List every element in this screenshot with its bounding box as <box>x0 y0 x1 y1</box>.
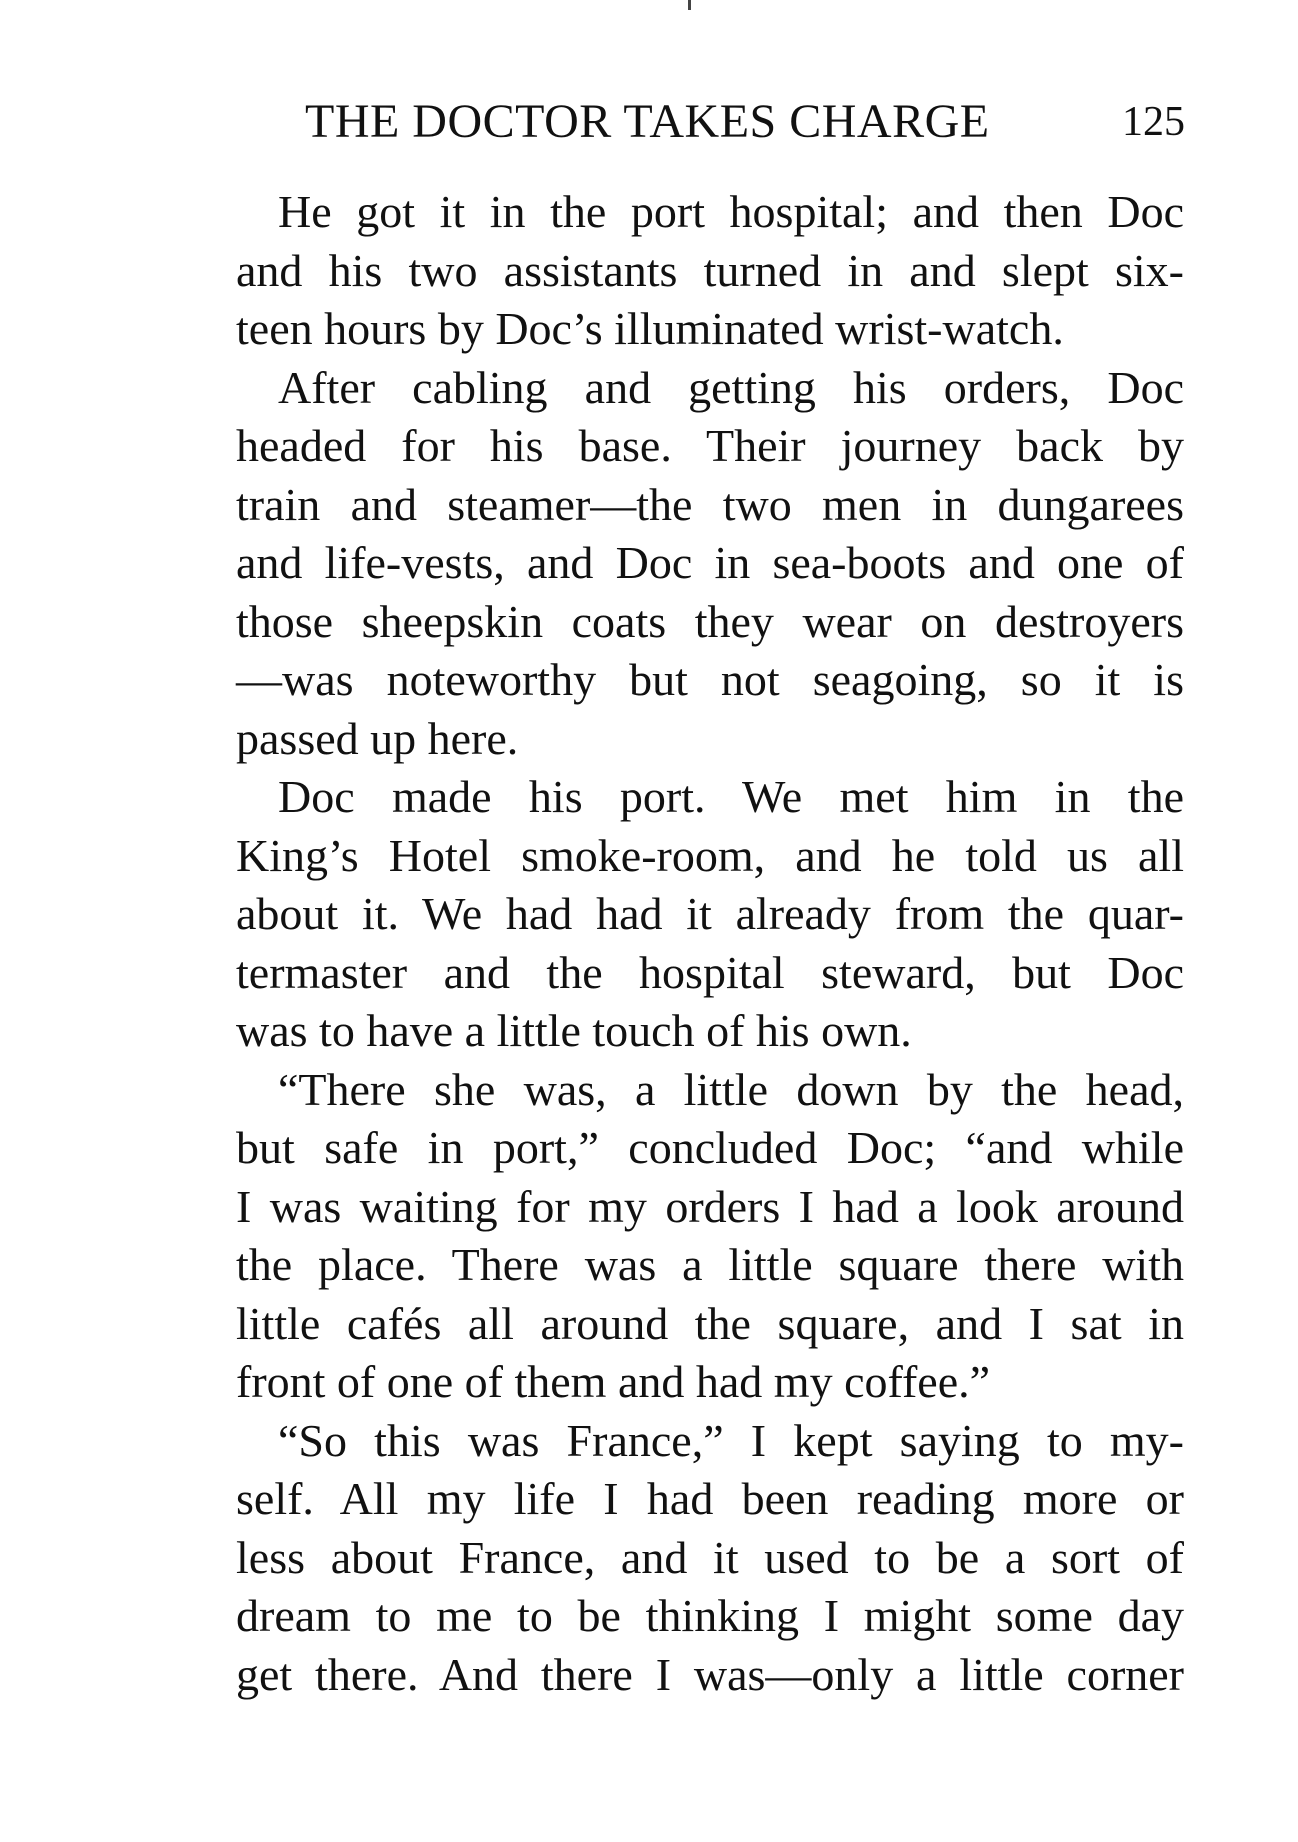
text-line: about it. We had had it already from the quar- <box>236 888 1184 939</box>
text-line: little cafés all around the square, and I sat in <box>236 1297 1184 1349</box>
running-title: THE DOCTOR TAKES CHARGE <box>305 95 990 148</box>
text-line: those sheepskin coats they wear on destroyers <box>236 595 1184 647</box>
text-line: the place. There was a little square there with <box>236 1239 1184 1290</box>
text-line: termaster and the hospital steward, but Doc <box>236 946 1184 998</box>
text-line: front of one of them and had my coffee.” <box>236 1356 991 1407</box>
text-line: He got it in the port hospital; and then Doc <box>278 186 1184 237</box>
text-line: dream to me to be thinking I might some day <box>236 1590 1184 1641</box>
text-line: King’s Hotel smoke-room, and he told us all <box>236 829 1184 881</box>
text-line: and life-vests, and Doc in sea-boots and one of <box>236 537 1184 588</box>
text-line: was to have a little touch of his own. <box>236 1005 912 1056</box>
body-text <box>236 183 1184 1704</box>
text-line: After cabling and getting his orders, Doc <box>278 361 1184 413</box>
scan-mark <box>688 0 691 10</box>
text-line: —was noteworthy but not seagoing, so it is <box>236 654 1184 705</box>
running-head <box>305 92 1185 152</box>
text-line: teen hours by Doc’s illuminated wrist-watch. <box>236 303 1064 354</box>
text-line: and his two assistants turned in and slept six- <box>236 244 1184 296</box>
page-number: 125 <box>1122 99 1185 145</box>
text-line: “There she was, a little down by the head, <box>278 1063 1184 1115</box>
text-line: less about France, and it used to be a sort of <box>236 1531 1184 1583</box>
text-line: I was waiting for my orders I had a look around <box>236 1180 1184 1232</box>
text-line: Doc made his port. We met him in the <box>278 771 1184 822</box>
text-line: “So this was France,” I kept saying to my- <box>278 1414 1184 1466</box>
text-line: get there. And there I was—only a little corner <box>236 1648 1184 1700</box>
text-line: train and steamer—the two men in dungarees <box>236 478 1184 530</box>
text-line: but safe in port,” concluded Doc; “and while <box>236 1122 1184 1173</box>
text-line: self. All my life I had been reading more or <box>236 1473 1184 1524</box>
text-line: passed up here. <box>236 712 519 764</box>
text-line: headed for his base. Their journey back by <box>236 420 1184 471</box>
